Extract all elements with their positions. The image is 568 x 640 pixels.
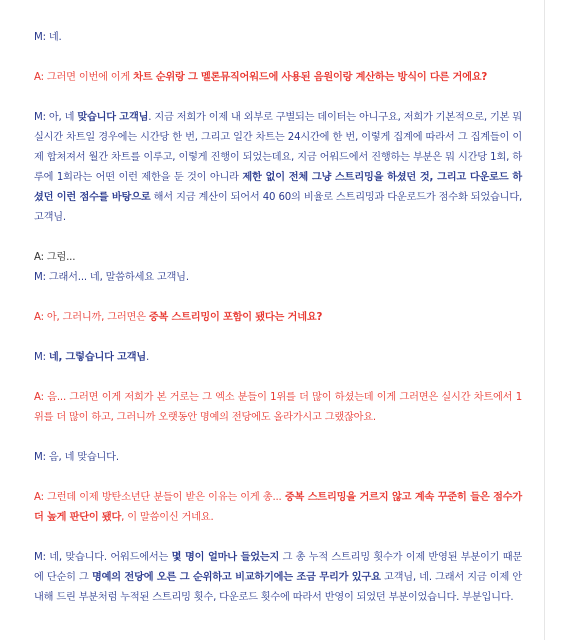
agent-line [34,268,522,288]
page-divider [544,0,545,640]
line-text: , 이 말씀이신 거네요. [121,512,214,523]
agent-line [34,108,522,228]
line-text: A: 그러면 이번에 이게 [34,72,134,83]
agent-line [34,448,522,468]
line-text: A: 음... 그러면 이게 저희가 본 거로는 그 엑소 분들이 1위를 더 많이 하셨는데 이게 그러면은 실시간 차트에서 1위를 더 많이 하고, 그러니까 오랫동안 명예의 전당에도 올라가시고 그랬잖아요. [34,392,522,423]
line-gap [34,368,522,388]
emphasis-text: 네, 그렇습니다 고객님 [48,352,147,363]
emphasis-text: 맞습니다 고객님 [77,112,149,123]
line-gap [34,328,522,348]
customer-line [34,248,522,268]
line-gap [34,88,522,108]
line-text: . 지금 저희가 이제 내 외부로 구별되는 데이터는 아니구요, 저희가 기본적으로, 기본 뭐 실시간 차트일 경우에는 시간당 한 번, 그리고 일간 차트는 24시간에 한 번, 이렇게 집계에 따라서 그 집계들이 이제 합쳐져서 월간 차트를 이루고, 이렇게 진행이 되었는데요, 지금 어워드에서 진행하는 부분은 뭐 시간당 1회, 하루에 1회라는 어떤 이런 제한을 둔 것이 아니라 [34,112,522,183]
customer-line [34,388,522,428]
line-text: 고객님, 네. 그래서 지금 이제 안내해 드린 부분처럼 누적된 스트리밍 횟수, 다운로드 횟수에 따라서 반영이 되었던 부분이었습니다. 부분입니다. [34,572,522,603]
line-gap [34,528,522,548]
line-gap [34,428,522,448]
line-text: M: 아, 네 [34,112,78,123]
line-gap [34,228,522,248]
customer-line [34,308,522,328]
line-gap [34,468,522,488]
emphasis-text: 명예의 전당에 오른 그 순위하고 비교하기에는 조금 무리가 있구요 [91,572,381,583]
line-text: 그 총 누적 스트리밍 횟수가 이제 반영된 부분이기 때문에 단순히 그 [34,552,523,583]
agent-line [34,548,522,608]
line-text: M: 네. [34,32,62,43]
line-text: M: 네, 맞습니다. 어워드에서는 [34,552,172,563]
customer-line [34,68,522,88]
emphasis-text: 차트 순위랑 그 멜론뮤직어워드에 사용된 음원이랑 계산하는 방식이 다른 거에요? [133,72,488,83]
emphasis-text: 중복 스트리밍을 거르지 않고 계속 꾸준히 들은 점수가 더 높게 판단이 됐다 [34,492,523,523]
line-text: 해서 지금 계산이 되어서 40 60의 비율로 스트리밍과 다운로드가 점수화 되었습니다, 고객님. [34,192,522,223]
line-text: A: 그럼... [34,252,76,263]
line-text: A: 아, 그러니까, 그러면은 [34,312,149,323]
emphasis-text: 몇 명이 얼마나 들었는지 [171,552,280,563]
line-gap [34,288,522,308]
customer-line [34,488,522,528]
agent-line [34,28,522,48]
line-text: M: [34,352,49,363]
agent-line [34,348,522,368]
line-gap [34,48,522,68]
dialog-transcript [34,28,522,608]
line-text: M: 그래서... 네, 말씀하세요 고객님. [34,272,189,283]
line-text: . [146,352,150,363]
line-text: A: 그런데 이제 방탄소년단 분들이 받은 이유는 이게 총... [34,492,285,503]
line-text: M: 음, 네 맞습니다. [34,452,119,463]
emphasis-text: 제한 없이 전체 그냥 스트리밍을 하셨던 것, 그리고 다운로드 하셨던 이런 점수를 바탕으로 [34,172,522,203]
emphasis-text: 중복 스트리밍이 포함이 됐다는 거네요? [148,312,323,323]
